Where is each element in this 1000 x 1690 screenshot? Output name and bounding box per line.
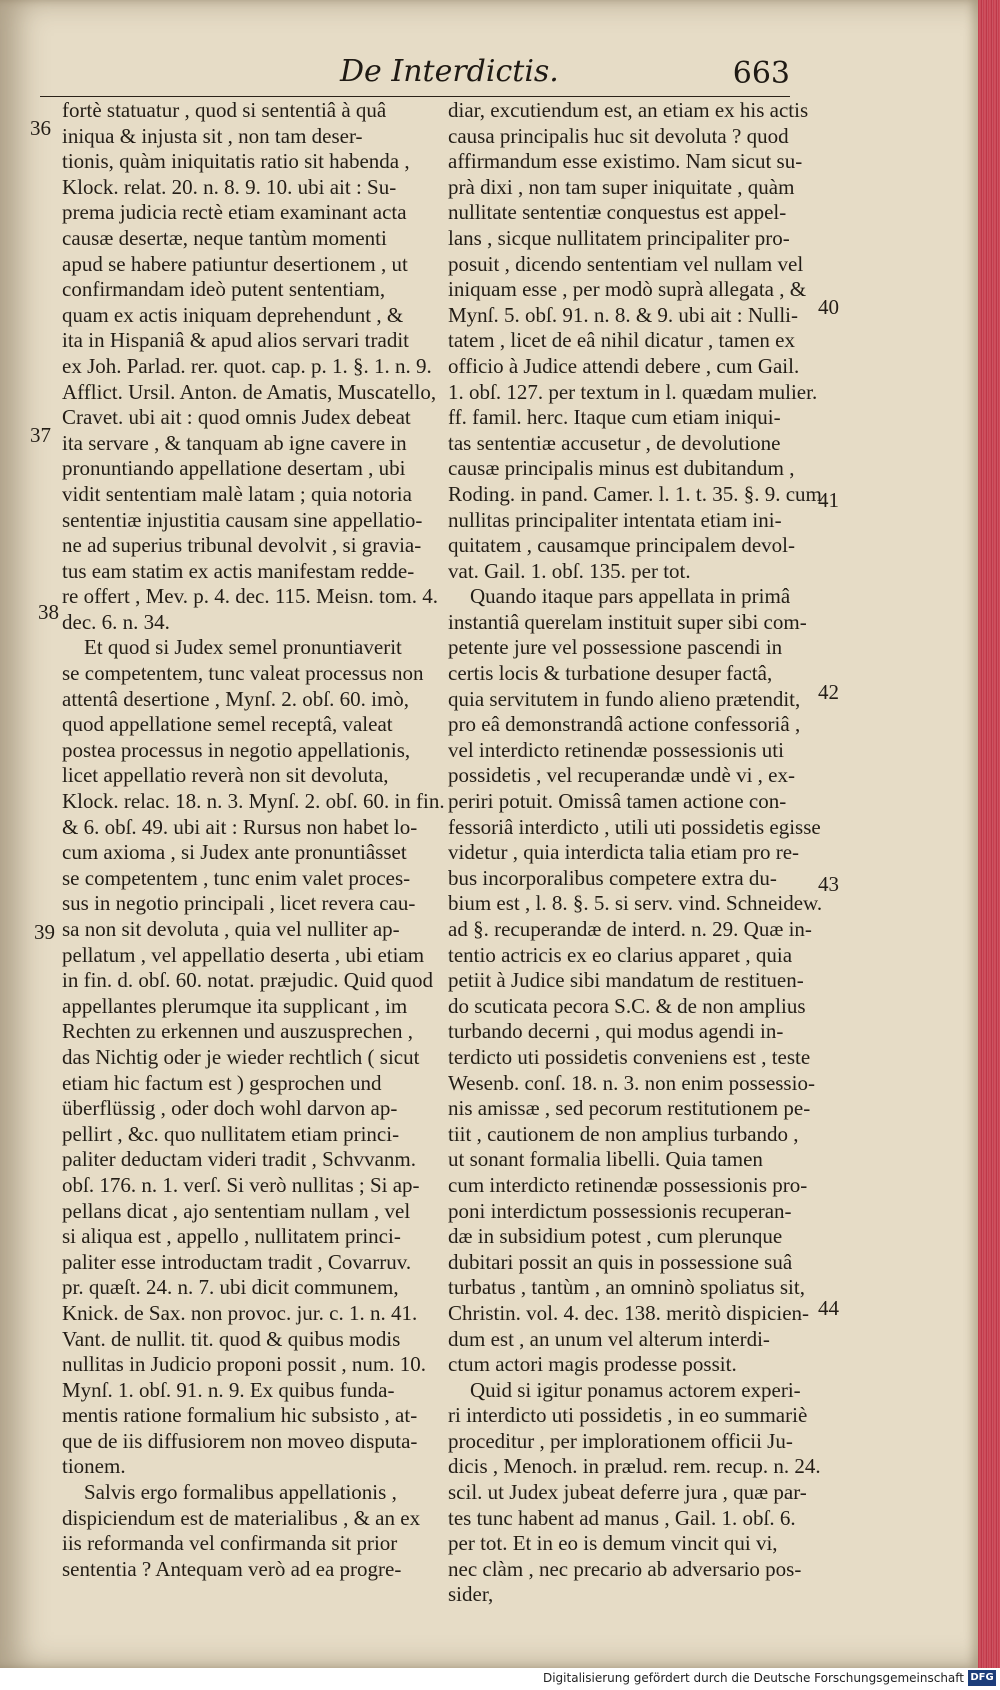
text-line: quam ex actis iniquam deprehendunt , &	[62, 302, 404, 327]
margin-number: 38	[38, 600, 59, 624]
text-line: turbando decerni , qui modus agendi in-	[448, 1019, 784, 1044]
text-line: nec clàm , nec precario ab adversario pos-	[448, 1556, 802, 1581]
margin-number: 44	[818, 1296, 839, 1320]
margin-number: 41	[818, 488, 839, 512]
text-line: instantiâ querelam instituit super sibi com-	[448, 609, 807, 634]
text-line: Mynſ. 5. obſ. 91. n. 8. & 9. ubi ait : Nulli-	[448, 302, 798, 327]
text-line: Wesenb. conſ. 18. n. 3. non enim possessio-	[448, 1070, 815, 1095]
text-line: Salvis ergo formalibus appellationis ,	[84, 1480, 397, 1505]
text-line: paliter deductam videri tradit , Schvvanm.	[62, 1147, 416, 1172]
text-line: dicis , Menoch. in prælud. rem. recup. n. 24.	[448, 1454, 821, 1479]
text-line: ex Joh. Parlad. rer. quot. cap. p. 1. §. 1. n. 9.	[62, 353, 432, 378]
text-line: se competentem, tunc valeat processus non	[62, 661, 424, 686]
text-line: dum est , an unum vel alterum interdi-	[448, 1326, 770, 1351]
text-line: tionis, quàm iniquitatis ratio sit habenda ,	[62, 149, 410, 174]
text-line: das Nichtig oder je wieder rechtlich ( sicut	[62, 1044, 420, 1069]
text-line: appellantes plerumque ita supplicant , im	[62, 993, 408, 1018]
dfg-credit-text: Digitalisierung gefördert durch die Deutsche Forschungsgemeinschaft	[542, 1671, 964, 1685]
text-line: se competentem , tunc enim valet proces-	[62, 865, 411, 890]
margin-number: 43	[818, 872, 839, 896]
text-line: periri potuit. Omissâ tamen actione con-	[448, 789, 787, 814]
text-line: sententia ? Antequam verò ad ea progre-	[62, 1556, 402, 1581]
text-line: videtur , quia interdicta talia etiam pro re-	[448, 840, 800, 865]
text-line: prema judicia rectè etiam examinant acta	[62, 200, 407, 225]
text-line: confirmandam ideò putent sententiam,	[62, 277, 386, 302]
text-line: dispiciendum est de materialibus , & an ex	[62, 1505, 421, 1530]
text-line: si aliqua est , appello , nullitatem princi-	[62, 1224, 401, 1249]
text-line: per tot. Et in eo is demum vincit qui vi,	[448, 1531, 778, 1556]
dfg-logo-icon: DFG	[968, 1670, 996, 1686]
text-line: ff. famil. herc. Itaque cum etiam iniqui-	[448, 405, 781, 430]
margin-number: 37	[30, 423, 51, 447]
text-line: possidetis , vel recuperandæ undè vi , ex-	[448, 763, 795, 788]
text-line: tas sententiæ accusetur , de devolutione	[448, 430, 781, 455]
text-line: tus eam statim ex actis manifestam redde-	[62, 558, 415, 583]
text-line: fortè statuatur , quod si sententiâ à quâ	[62, 98, 387, 122]
text-line: ut sonant formalia libelli. Quia tamen	[448, 1147, 763, 1172]
text-line: tiit , cautionem de non amplius turbando ,	[448, 1121, 799, 1146]
text-line: Afflict. Ursil. Anton. de Amatis, Muscatello,	[62, 379, 437, 404]
text-line: causæ principalis minus est dubitandum ,	[448, 456, 795, 481]
text-line: tes tunc habent ad manus , Gail. 1. obſ. 6.	[448, 1505, 796, 1530]
text-line: nullitas principaliter intentata etiam ini-	[448, 507, 782, 532]
text-line: etiam hic factum est ) gesprochen und	[62, 1070, 382, 1095]
text-line: pr. quæſt. 24. n. 7. ubi dicit communem,	[62, 1275, 399, 1300]
text-line: Quando itaque pars appellata in primâ	[470, 584, 791, 609]
text-line: bus incorporalibus competere extra du-	[448, 865, 777, 890]
text-line: pro eâ demonstrandâ actione confessoriâ ,	[448, 712, 801, 737]
text-line: sententiæ injustitia causam sine appellatio-	[62, 507, 423, 532]
margin-number: 36	[30, 116, 51, 140]
text-line: tionem.	[62, 1454, 126, 1479]
text-line: nullitate sententiæ conquestus est appel-	[448, 200, 787, 225]
text-line: vidit sententiam malè latam ; quia notoria	[62, 481, 412, 506]
text-line: petiit à Judice sibi mandatum de restituen-	[448, 968, 804, 993]
text-line: attentâ desertione , Mynſ. 2. obſ. 60. imò,	[62, 686, 410, 711]
text-line: Et quod si Judex semel pronuntiaverit	[84, 635, 402, 660]
text-line: do scuticata pecora S.C. & de non amplius	[448, 993, 806, 1018]
text-line: dec. 6. n. 34.	[62, 609, 170, 634]
running-title: De Interdictis.	[340, 54, 559, 89]
text-line: Knick. de Sax. non provoc. jur. c. 1. n. 41.	[62, 1300, 418, 1325]
text-line: iis reformanda vel confirmanda sit prior	[62, 1531, 398, 1556]
text-line: ita in Hispaniâ & apud alios servari tradit	[62, 328, 409, 353]
text-line: causa principalis huc sit devoluta ? quod	[448, 123, 789, 148]
text-line: turbatus , tantùm , an omninò spoliatus sit,	[448, 1275, 805, 1300]
text-line: obſ. 176. n. 1. verſ. Si verò nullitas ; Si ap-	[62, 1172, 420, 1197]
text-line: cum interdicto retinendæ possessionis pro-	[448, 1172, 808, 1197]
right-text-column	[448, 98, 823, 1608]
text-line: ad §. recuperandæ de interd. n. 29. Quæ in-	[448, 917, 812, 941]
text-line: licet appellatio reverà non sit devoluta,	[62, 763, 389, 788]
text-line: Quid si igitur ponamus actorem experi-	[470, 1377, 801, 1402]
margin-number: 39	[34, 920, 55, 944]
text-line: vel interdicto retinendæ possessionis uti	[448, 737, 784, 762]
text-line: causæ desertæ, neque tantùm momenti	[62, 225, 387, 250]
text-line: postea processus in negotio appellationis,	[62, 737, 411, 762]
text-line: diar, excutiendum est, an etiam ex his actis	[448, 98, 809, 122]
text-line: ne ad superius tribunal devolvit , si gravia-	[62, 533, 422, 558]
text-line: quitatem , causamque principalem devol-	[448, 533, 795, 558]
text-line: Klock. relat. 20. n. 8. 9. 10. ubi ait : Su-	[62, 174, 397, 199]
text-line: tentio actricis ex eo clarius apparet , quia	[448, 942, 793, 967]
text-line: officio à Judice attendi debere , cum Gail.	[448, 353, 800, 378]
text-line: pellirt , &c. quo nullitatem etiam princi-	[62, 1121, 400, 1146]
text-line: proceditur , per implorationem officii Ju-	[448, 1428, 793, 1453]
text-line: dubitari possit an quis in possessione suâ	[448, 1249, 793, 1274]
text-line: cum axioma , si Judex ante pronuntiâsset	[62, 840, 407, 865]
left-text-column	[62, 98, 445, 1582]
text-line: certis locis & turbatione desuper factâ,	[448, 661, 773, 686]
text-line: fessoriâ interdicto , utili uti possidetis egisse	[448, 814, 821, 839]
text-line: Cravet. ubi ait : quod omnis Judex debeat	[62, 405, 411, 430]
text-line: mentis ratione formalium hic subsisto , at-	[62, 1403, 418, 1428]
text-line: quia servitutem in fundo alieno prætendit,	[448, 686, 801, 711]
text-line: affirmandum esse existimo. Nam sicut su-	[448, 149, 803, 174]
text-line: bium est , l. 8. §. 5. si serv. vind. Schneidew.	[448, 891, 823, 916]
text-line: re offert , Mev. p. 4. dec. 115. Meisn. tom. 4.	[62, 584, 438, 609]
text-line: in fin. d. obſ. 60. notat. præjudic. Quid quod	[62, 968, 433, 993]
text-line: ita servare , & tanquam ab igne cavere in	[62, 430, 407, 455]
text-line: dæ in subsidium potest , cum plerunque	[448, 1224, 783, 1249]
text-line: sa non sit devoluta , quia vel nulliter ap-	[62, 917, 400, 941]
text-line: pronuntiando appellatione desertam , ubi	[62, 456, 406, 481]
text-line: petente jure vel possessione pascendi in	[448, 635, 783, 660]
text-line: Christin. vol. 4. dec. 138. meritò dispicien-	[448, 1300, 810, 1325]
text-line: quod appellatione semel receptâ, valeat	[62, 712, 393, 737]
text-line: 1. obſ. 127. per textum in l. quædam mulier.	[448, 379, 818, 404]
page-number: 663	[732, 56, 790, 91]
text-line: que de iis diffusiorem non moveo disputa-	[62, 1428, 418, 1453]
text-line: & 6. obſ. 49. ubi ait : Rursus non habet lo-	[62, 814, 418, 839]
text-line: pellans dicat , ajo sententiam nullam , vel	[62, 1198, 411, 1223]
text-line: scil. ut Judex jubeat deferre jura , quæ par-	[448, 1480, 807, 1505]
text-line: ri interdicto uti possidetis , in eo summariè	[448, 1403, 808, 1428]
text-line: Roding. in pand. Camer. l. 1. t. 35. §. 9. cum	[448, 481, 822, 506]
text-line: sus in negotio principali , licet revera cau-	[62, 891, 416, 916]
text-line: apud se habere patiuntur desertionem , ut	[62, 251, 408, 276]
text-line: ctum actori magis prodesse possit.	[448, 1352, 737, 1377]
text-line: Vant. de nullit. tit. quod & quibus modis	[62, 1326, 401, 1351]
text-line: überflüssig , oder doch wohl darvon ap-	[62, 1096, 398, 1121]
text-line: lans , sicque nullitatem principaliter pro-	[448, 225, 790, 250]
text-line: nis amissæ , sed pecorum restitutionem pe-	[448, 1096, 811, 1121]
text-line: iniquam esse , per modò suprà allegata , &	[448, 277, 807, 302]
page-header	[40, 52, 790, 97]
text-line: sider,	[448, 1582, 494, 1607]
digitization-footer	[0, 1668, 1000, 1690]
text-line: prà dixi , non tam super iniquitate , quàm	[448, 174, 795, 199]
margin-number: 40	[818, 295, 839, 319]
text-line: pellatum , vel appellatio deserta , ubi etiam	[62, 942, 425, 967]
text-line: Klock. relac. 18. n. 3. Mynſ. 2. obſ. 60. in fin.	[62, 789, 445, 814]
text-line: posuit , dicendo sententiam vel nullam vel	[448, 251, 804, 276]
text-line: paliter esse introductam tradit , Covarruv.	[62, 1249, 412, 1274]
text-line: Rechten zu erkennen und auszusprechen ,	[62, 1019, 414, 1044]
text-line: iniqua & injusta sit , non tam deser-	[62, 123, 363, 148]
text-line: vat. Gail. 1. obſ. 135. per tot.	[448, 558, 691, 583]
text-line: nullitas in Judicio proponi possit , num. 10.	[62, 1352, 427, 1377]
text-line: Mynſ. 1. obſ. 91. n. 9. Ex quibus funda-	[62, 1377, 395, 1402]
text-line: tatem , licet de eâ nihil dicatur , tamen ex	[448, 328, 795, 353]
text-line: poni interdictum possessionis recuperan-	[448, 1198, 792, 1223]
margin-number: 42	[818, 680, 839, 704]
text-line: terdicto uti possidetis conveniens est , teste	[448, 1044, 811, 1069]
book-fore-edge	[978, 0, 1000, 1668]
